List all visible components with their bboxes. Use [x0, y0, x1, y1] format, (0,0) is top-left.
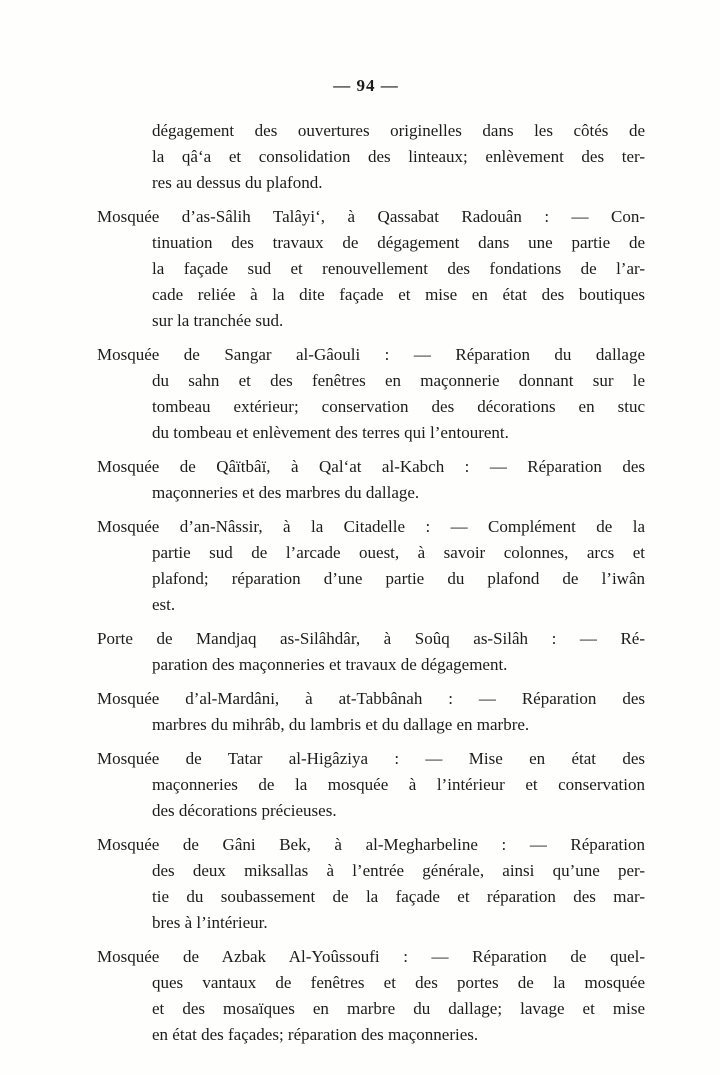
text-line: est.: [152, 595, 176, 614]
text-line: tinuation des travaux de dégagement dans une partie de: [152, 233, 645, 252]
text-line: marbres du mihrâb, du lambris et du dallage en marbre.: [152, 715, 530, 734]
paragraph: [97, 204, 645, 334]
text-line: tombeau extérieur; conservation des décorations en stuc: [152, 397, 645, 416]
paragraph: [97, 626, 645, 678]
page-body: [97, 118, 645, 1048]
paragraph: [97, 746, 645, 824]
text-line: cade reliée à la dite façade et mise en état des boutiques: [152, 285, 645, 304]
text-line: Mosquée de Tatar al-Higâziya : — Mise en état des: [97, 749, 645, 768]
text-line: des deux miksallas à l’entrée générale, ainsi qu’une per-: [152, 861, 645, 880]
text-line: du sahn et des fenêtres en maçonnerie donnant sur le: [152, 371, 645, 390]
paragraph: [97, 342, 645, 446]
text-line: et des mosaïques en marbre du dallage; lavage et mise: [152, 999, 645, 1018]
text-line: plafond; réparation d’une partie du plafond de l’iwân: [152, 569, 645, 588]
paragraph: [97, 118, 645, 196]
text-line: Mosquée de Gâni Bek, à al-Megharbeline : — Réparation: [97, 835, 645, 854]
text-line: Mosquée de Azbak Al-Yoûssoufi : — Réparation de quel-: [97, 947, 645, 966]
text-line: du tombeau et enlèvement des terres qui l’entourent.: [152, 423, 509, 442]
paragraph: [97, 832, 645, 936]
paragraph: [97, 944, 645, 1048]
text-line: maçonneries de la mosquée à l’intérieur et conservation: [152, 775, 645, 794]
text-line: la qâ‘a et consolidation des linteaux; enlèvement des ter-: [152, 147, 645, 166]
text-line: paration des maçonneries et travaux de dégagement.: [152, 655, 508, 674]
text-line: ques vantaux de fenêtres et des portes de la mosquée: [152, 973, 645, 992]
text-line: bres à l’intérieur.: [152, 913, 268, 932]
paragraph: [97, 514, 645, 618]
text-line: la façade sud et renouvellement des fondations de l’ar-: [152, 259, 645, 278]
text-line: sur la tranchée sud.: [152, 311, 284, 330]
text-line: dégagement des ouvertures originelles dans les côtés de: [152, 121, 645, 140]
text-line: Mosquée d’al-Mardâni, à at-Tabbânah : — Réparation des: [97, 689, 645, 708]
text-line: res au dessus du plafond.: [152, 173, 323, 192]
text-line: Porte de Mandjaq as-Silâhdâr, à Soûq as-Silâh : — Ré-: [97, 629, 645, 648]
text-line: en état des façades; réparation des maçonneries.: [152, 1025, 479, 1044]
text-line: Mosquée d’an-Nâssir, à la Citadelle : — Complément de la: [97, 517, 645, 536]
text-line: Mosquée de Sangar al-Gâouli : — Réparation du dallage: [97, 345, 645, 364]
text-line: maçonneries et des marbres du dallage.: [152, 483, 420, 502]
paragraph: [97, 454, 645, 506]
page-number: — 94 —: [333, 76, 399, 95]
paragraph: [97, 686, 645, 738]
text-line: tie du soubassement de la façade et réparation des mar-: [152, 887, 645, 906]
text-line: Mosquée d’as-Sâlih Talâyi‘, à Qassabat Radouân : — Con-: [97, 207, 645, 226]
text-line: partie sud de l’arcade ouest, à savoir colonnes, arcs et: [152, 543, 645, 562]
text-line: Mosquée de Qâïtbâï, à Qal‘at al-Kabch : — Réparation des: [97, 457, 645, 476]
text-line: des décorations précieuses.: [152, 801, 337, 820]
